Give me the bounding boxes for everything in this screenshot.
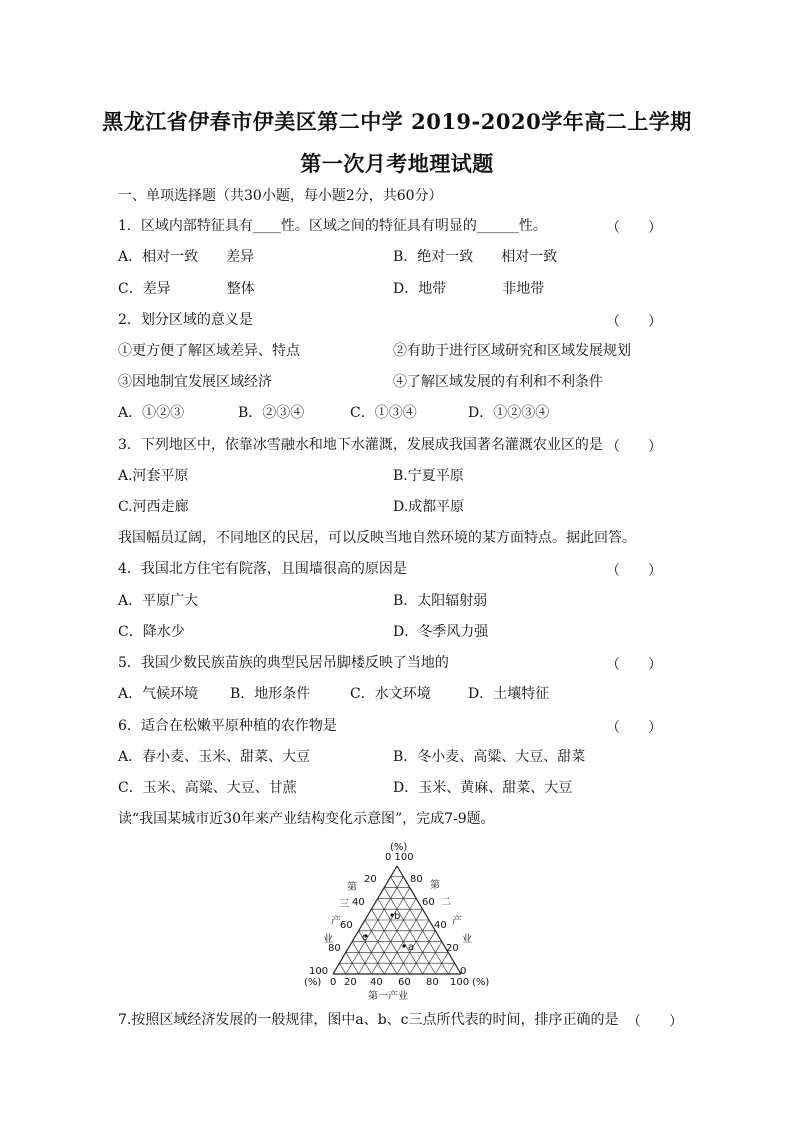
q4-answer-paren: （ ） (606, 563, 662, 579)
bottom-tick-20: 20 (344, 977, 357, 988)
q2-option-b: B．②③④ (238, 405, 305, 421)
point-label-a: a (408, 942, 415, 953)
bottom-percent-left: (%) (304, 977, 322, 988)
q2-statement-4: ④了解区域发展的有利和不利条件 (393, 374, 603, 390)
q2-statement-3: ③因地制宜发展区域经济 (118, 374, 272, 390)
q4-option-d: D．冬季风力强 (393, 624, 489, 640)
q3-option-a: A.河套平原 (118, 468, 189, 484)
section-header: 一、单项选择题（共30小题，每小题2分，共60分） (118, 188, 443, 204)
q6-option-b: B．冬小麦、高粱、大豆、甜菜 (393, 749, 586, 765)
bottom-percent-right: (%) (472, 977, 490, 988)
passage-intro-2: 读“我国某城市近30年来产业结构变化示意图”，完成7-9题。 (118, 811, 495, 827)
left-tick-100: 100 (309, 966, 329, 977)
q3-option-c: C.河西走廊 (118, 499, 189, 515)
q2-option-c: C．①③④ (350, 405, 417, 421)
top-percent-label: (%) (390, 842, 408, 853)
top-vertex-labels: 0 100 (385, 852, 414, 863)
q1-option-d: D．地带 非地带 (393, 281, 545, 297)
right-tick-80: 80 (410, 874, 423, 885)
q2-answer-paren: （ ） (606, 314, 662, 330)
right-tick-40: 40 (434, 920, 447, 931)
left-axis-title-2: 三 (339, 899, 349, 910)
bottom-tick-40: 40 (370, 977, 383, 988)
q3-option-b: B.宁夏平原 (393, 468, 464, 484)
right-tick-20: 20 (446, 943, 459, 954)
q2-statement-1: ①更方便了解区域差异、特点 (118, 343, 300, 359)
q5-answer-paren: （ ） (606, 657, 662, 673)
q6-stem: 6．适合在松嫩平原种植的农作物是 (118, 718, 337, 734)
bottom-tick-100: 100 (450, 977, 470, 988)
q6-option-c: C．玉米、高粱、大豆、甘蔗 (118, 780, 297, 796)
q4-option-a: A．平原广大 (118, 593, 199, 609)
q2-statement-2: ②有助于进行区域研究和区域发展规划 (393, 343, 631, 359)
right-axis-title-2: 二 (441, 897, 451, 908)
grid-line (378, 898, 423, 974)
left-tick-40: 40 (352, 897, 365, 908)
q1-option-c: C．差异 整体 (118, 281, 255, 297)
q6-option-d: D．玉米、黄麻、甜菜、大豆 (393, 780, 573, 796)
q6-answer-paren: （ ） (606, 720, 662, 736)
left-tick-20: 20 (364, 874, 377, 885)
q4-option-c: C．降水少 (118, 624, 185, 640)
grid-line (448, 963, 454, 974)
right-axis-title-4: 业 (462, 934, 472, 945)
q3-option-d: D.成都平原 (393, 499, 465, 515)
bottom-tick-60: 60 (398, 977, 411, 988)
left-tick-80: 80 (328, 943, 341, 954)
q1-option-b: B．绝对一致 相对一致 (393, 249, 558, 265)
grid-line (365, 920, 397, 974)
q2-option-d: D．①②③④ (468, 405, 550, 421)
right-tick-0: 0 (460, 966, 467, 977)
point-marker-a (402, 944, 405, 947)
right-axis-title-3: 产 (452, 916, 462, 927)
point-label-b: b (394, 911, 401, 922)
bottom-axis-title: 第一产业 (368, 991, 408, 1002)
bottom-tick-0: 0 (330, 977, 337, 988)
q1-answer-paren: （ ） (606, 220, 662, 236)
left-axis-title-3: 产 (331, 916, 341, 927)
q1-stem: 1．区域内部特征具有____性。区域之间的特征具有明显的______性。 (118, 218, 547, 234)
right-tick-60: 60 (422, 897, 435, 908)
q5-stem: 5．我国少数民族苗族的典型民居吊脚楼反映了当地的 (118, 655, 449, 671)
title-line-2: 第一次月考地理试题 (300, 151, 494, 176)
left-tick-60: 60 (340, 920, 353, 931)
q6-option-a: A．春小麦、玉米、甜菜、大豆 (118, 749, 311, 765)
q7-stem: 7.按照区域经济发展的一般规律，图中a、b、c三点所代表的时间，排序正确的是 (118, 1012, 619, 1028)
passage-intro-1: 我国幅员辽阔，不同地区的民居，可以反映当地自然环境的某方面特点。据此回答。 (118, 530, 636, 546)
q5-option-a: A．气候环境 (118, 686, 199, 702)
left-axis-title-4: 业 (323, 934, 333, 945)
q7-answer-paren: （ ） (627, 1014, 683, 1030)
q5-option-b: B．地形条件 (230, 686, 311, 702)
right-axis-title-1: 第 (430, 880, 440, 891)
q5-option-c: C．水文环境 (350, 686, 431, 702)
point-label-c: c (362, 932, 368, 943)
left-axis-title-1: 第 (347, 882, 357, 893)
q3-answer-paren: （ ） (606, 439, 662, 455)
grid-line (339, 963, 345, 974)
grid-line (371, 898, 416, 974)
q5-option-d: D．土壤特征 (468, 686, 550, 702)
q4-option-b: B．太阳辐射弱 (393, 593, 488, 609)
q1-option-a: A．相对一致 差异 (118, 249, 255, 265)
q3-stem: 3．下列地区中，依靠冰雪融水和地下水灌溉，发展成我国著名灌溉农业区的是 (118, 437, 603, 453)
q4-stem: 4．我国北方住宅有院落，且围墙很高的原因是 (118, 561, 407, 577)
title-line-1: 黑龙江省伊春市伊美区第二中学 2019-2020学年高二上学期 (102, 109, 692, 134)
industry-structure-ternary-diagram (300, 842, 495, 1007)
q2-option-a: A．①②③ (118, 405, 185, 421)
bottom-tick-80: 80 (426, 977, 439, 988)
q2-stem: 2．划分区域的意义是 (118, 312, 253, 328)
